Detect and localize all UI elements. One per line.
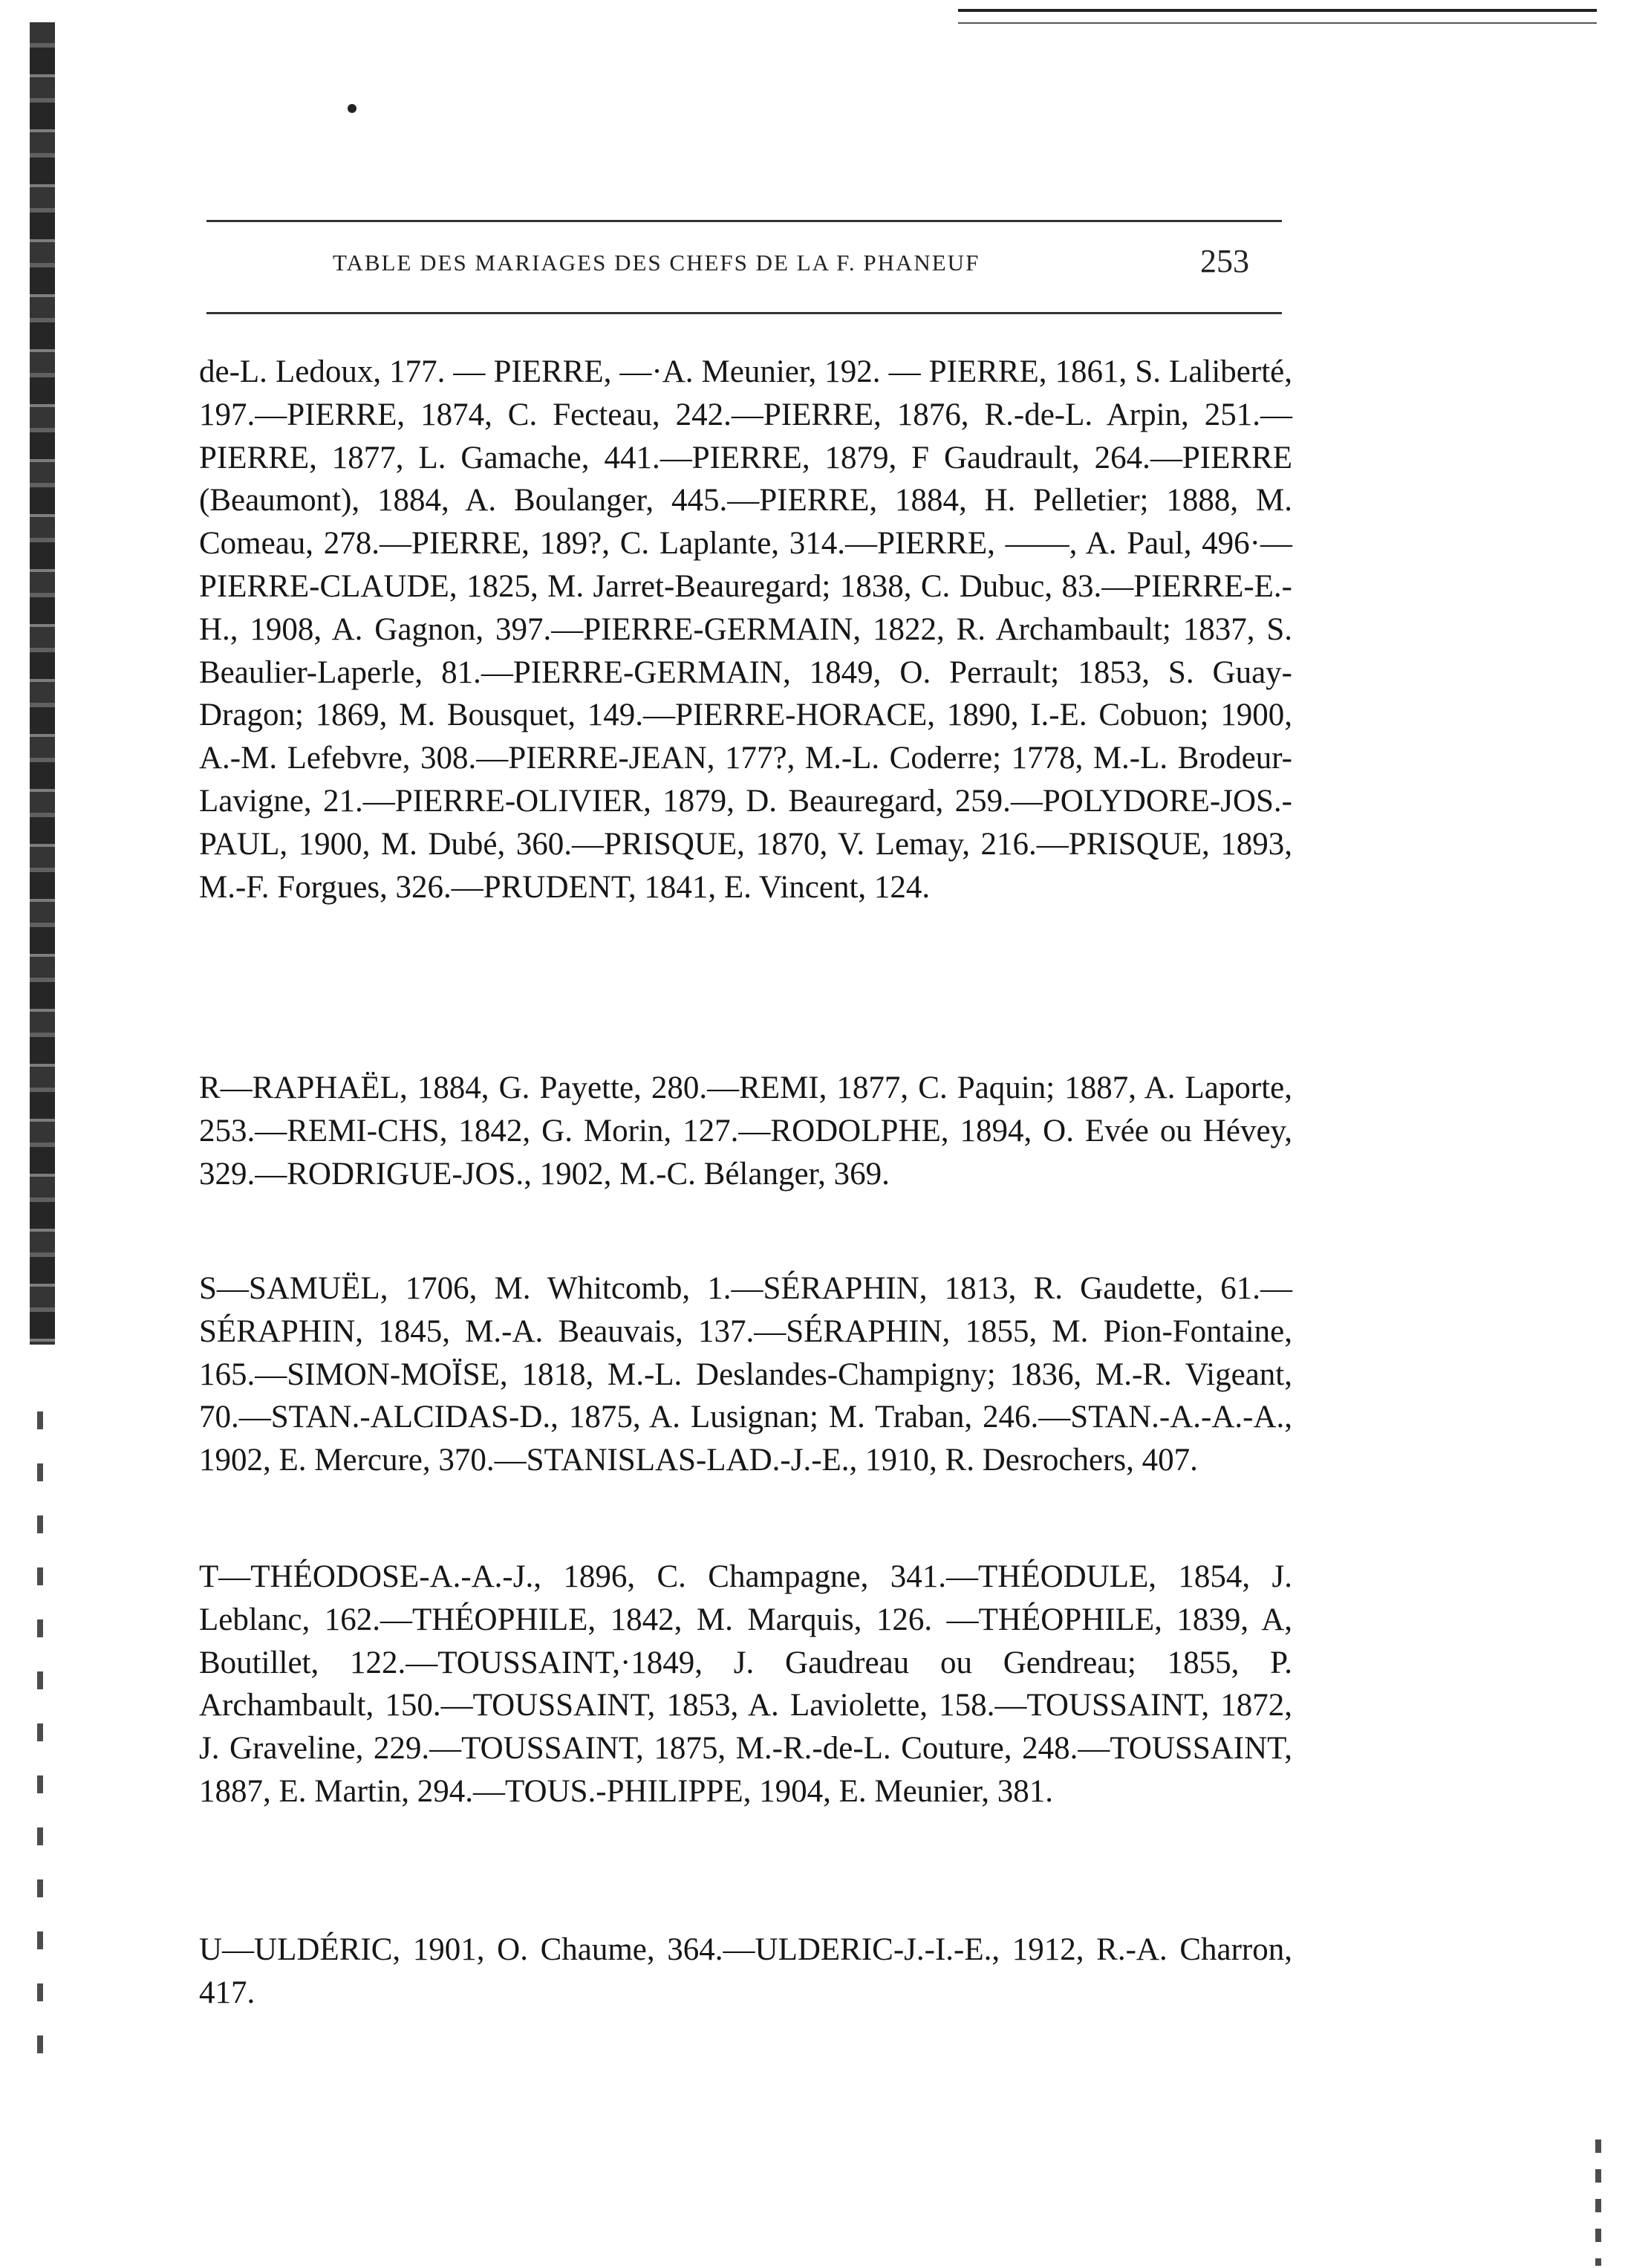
header-rule-bottom bbox=[206, 312, 1282, 314]
entry-paragraph: U—ULDÉRIC, 1901, O. Chaume, 364.—ULDERIC-J.-I.-E., 1912, R.-A. Charron, 417. bbox=[199, 1932, 1292, 2010]
entry-paragraph: de-L. Ledoux, 177. — PIERRE, —·A. Meunier, 192. — PIERRE, 1861, S. Laliberté, 197.—PIERRE, 1874, C. Fecteau, 242.—PIERRE, 1876, R.-de-L. Arpin, 251.—PIERRE, 1877, L. Gamache, 441.—PIERRE, 1879, F Gaudrault, 264.—PIERRE (Beaumont), 1884, A. Boulanger, 445.—PIERRE, 1884, H. Pelletier; 1888, M. Comeau, 278.—PIERRE, 189?, C. Laplante, 314.—PIERRE, ——, A. Paul, 496·—PIERRE-CLAUDE, 1825, M. Jarret-Beauregard; 1838, C. Dubuc, 83.—PIERRE-E.-H., 1908, A. Gagnon, 397.—PIERRE-GERMAIN, 1822, R. Archambault; 1837, S. Beaulier-Laperle, 81.—PIERRE-GERMAIN, 1849, O. Perrault; 1853, S. Guay-Dragon; 1869, M. Bousquet, 149.—PIERRE-HORACE, 1890, I.-E. Cobuon; 1900, A.-M. Lefebvre, 308.—PIERRE-JEAN, 177?, M.-L. Coderre; 1778, M.-L. Brodeur-Lavigne, 21.—PIERRE-OLIVIER, 1879, D. Beauregard, 259.—POLYDORE-JOS.-PAUL, 1900, M. Dubé, 360.—PRISQUE, 1870, V. Lemay, 216.—PRISQUE, 1893, M.-F. Forgues, 326.—PRUDENT, 1841, E. Vincent, 124. bbox=[199, 354, 1292, 905]
entry-block-r bbox=[199, 1067, 1292, 1195]
scan-edge-artifact bbox=[30, 22, 55, 1345]
header-rule-top bbox=[206, 220, 1282, 222]
entry-paragraph: T—THÉODOSE-A.-A.-J., 1896, C. Champagne, 341.—THÉODULE, 1854, J. Leblanc, 162.—THÉOPHILE, 1842, M. Marquis, 126. —THÉOPHILE, 1839, A, Boutillet, 122.—TOUSSAINT,·1849, J. Gaudreau ou Gendreau; 1855, P. Archambault, 150.—TOUSSAINT, 1853, A. Laviolette, 158.—TOUSSAINT, 1872, J. Graveline, 229.—TOUSSAINT, 1875, M.-R.-de-L. Couture, 248.—TOUSSAINT, 1887, E. Martin, 294.—TOUS.-PHILIPPE, 1904, E. Meunier, 381. bbox=[199, 1559, 1292, 1809]
page-number: 253 bbox=[1200, 243, 1249, 279]
entry-paragraph: R—RAPHAËL, 1884, G. Payette, 280.—REMI, 1877, C. Paquin; 1887, A. Laporte, 253.—REMI-CHS, 1842, G. Morin, 127.—RODOLPHE, 1894, O. Evée ou Hévey, 329.—RODRIGUE-JOS., 1902, M.-C. Bélanger, 369. bbox=[199, 1070, 1292, 1192]
ink-dot bbox=[348, 104, 356, 113]
scan-edge-artifact-lower bbox=[37, 1411, 43, 2080]
entry-block-pierre bbox=[199, 351, 1292, 909]
scan-edge-artifact-right bbox=[1595, 2139, 1601, 2266]
entry-block-u bbox=[199, 1929, 1292, 2015]
entry-block-t bbox=[199, 1556, 1292, 1813]
entry-paragraph: S—SAMUËL, 1706, M. Whitcomb, 1.—SÉRAPHIN, 1813, R. Gaudette, 61.—SÉRAPHIN, 1845, M.-A. Beauvais, 137.—SÉRAPHIN, 1855, M. Pion-Fontaine, 165.—SIMON-MOÏSE, 1818, M.-L. Deslandes-Champigny; 1836, M.-R. Vigeant, 70.—STAN.-ALCIDAS-D., 1875, A. Lusignan; M. Traban, 246.—STAN.-A.-A.-A., 1902, E. Mercure, 370.—STANISLAS-LAD.-J.-E., 1910, R. Desrochers, 407. bbox=[199, 1271, 1292, 1478]
scan-top-rule bbox=[958, 9, 1597, 24]
entry-block-s bbox=[199, 1267, 1292, 1482]
running-head: TABLE DES MARIAGES DES CHEFS DE LA F. PHANEUF bbox=[333, 250, 980, 276]
